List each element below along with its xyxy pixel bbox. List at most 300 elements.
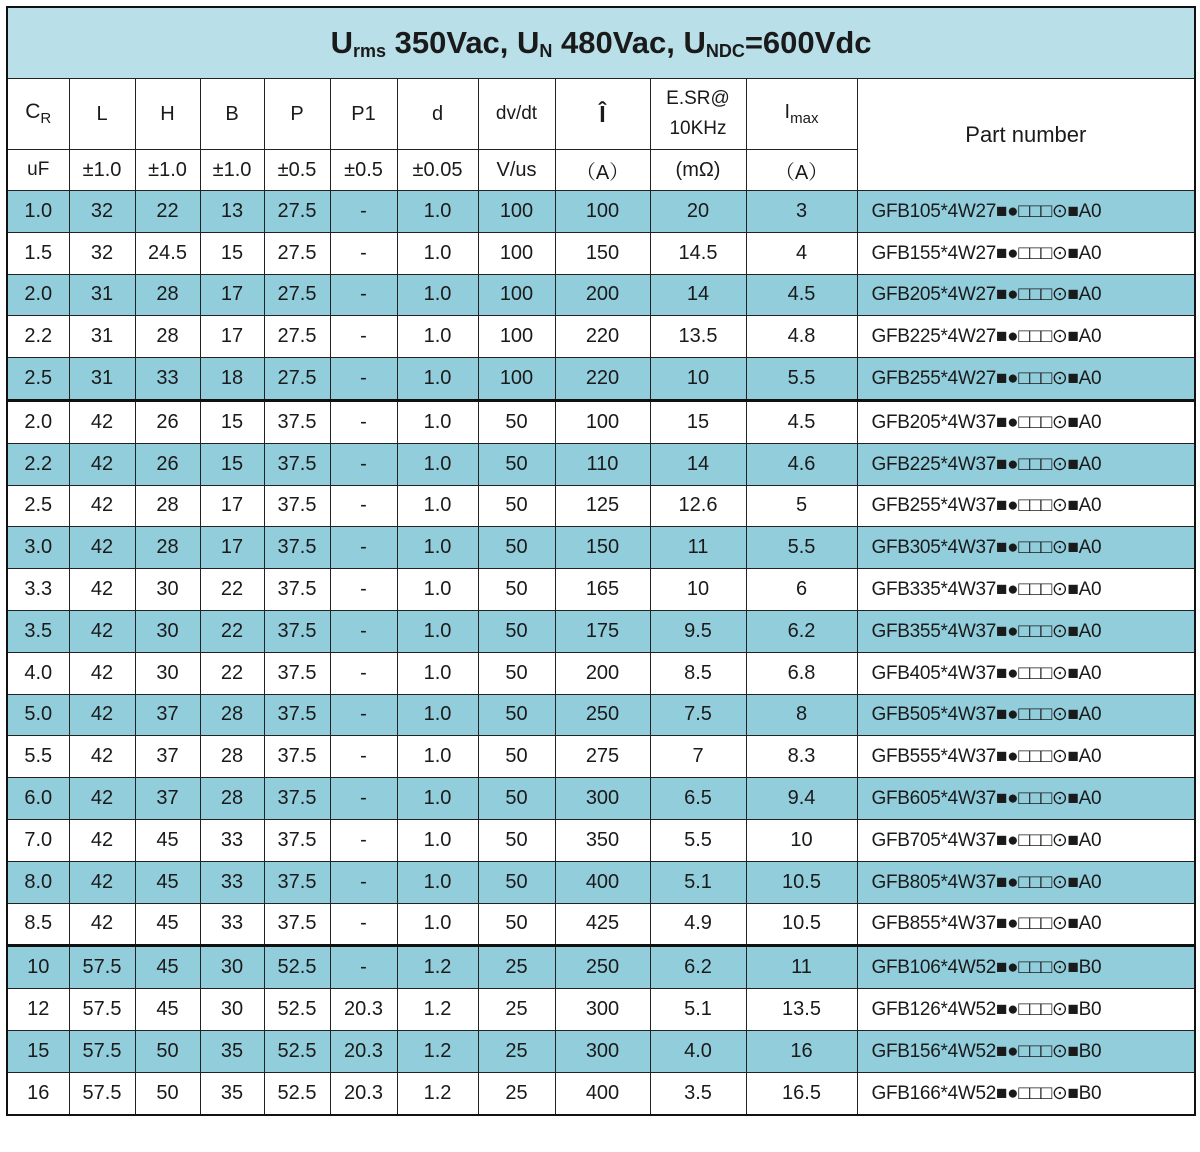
cell-dvdt: 50: [478, 861, 555, 903]
cell-part-number: GFB255*4W27■●□□□⊙■A0: [857, 358, 1195, 401]
cell-b: 13: [200, 191, 264, 233]
cell-esr: 14: [650, 443, 746, 485]
cell-cr: 3.0: [7, 527, 69, 569]
cell-cr: 12: [7, 989, 69, 1031]
cell-l: 42: [69, 819, 135, 861]
header-ihat: Î: [555, 79, 650, 150]
cell-part-number: GFB205*4W27■●□□□⊙■A0: [857, 274, 1195, 316]
cell-ihat: 150: [555, 232, 650, 274]
unit-ihat: （A）: [555, 150, 650, 191]
cell-ihat: 175: [555, 610, 650, 652]
cell-b: 15: [200, 232, 264, 274]
cell-esr: 12.6: [650, 485, 746, 527]
cell-imax: 10.5: [746, 903, 857, 946]
cell-d: 1.0: [397, 191, 478, 233]
cell-part-number: GFB405*4W37■●□□□⊙■A0: [857, 652, 1195, 694]
cell-imax: 5: [746, 485, 857, 527]
cell-l: 32: [69, 232, 135, 274]
cell-esr: 6.5: [650, 778, 746, 820]
cell-p: 37.5: [264, 485, 330, 527]
cell-esr: 14.5: [650, 232, 746, 274]
cell-esr: 5.5: [650, 819, 746, 861]
cell-h: 37: [135, 694, 200, 736]
table-row: [7, 652, 1195, 694]
cell-esr: 9.5: [650, 610, 746, 652]
cell-dvdt: 25: [478, 1072, 555, 1114]
table-row: [7, 778, 1195, 820]
cell-dvdt: 50: [478, 903, 555, 946]
unit-dvdt: V/us: [478, 150, 555, 191]
table-row: [7, 861, 1195, 903]
cell-cr: 7.0: [7, 819, 69, 861]
cell-cr: 5.5: [7, 736, 69, 778]
cell-b: 17: [200, 485, 264, 527]
cell-b: 30: [200, 989, 264, 1031]
cell-dvdt: 50: [478, 443, 555, 485]
cell-part-number: GFB255*4W37■●□□□⊙■A0: [857, 485, 1195, 527]
cell-p1: -: [330, 358, 397, 401]
cell-h: 45: [135, 946, 200, 989]
cell-p1: -: [330, 819, 397, 861]
cell-l: 31: [69, 316, 135, 358]
cell-b: 17: [200, 527, 264, 569]
cell-p1: -: [330, 652, 397, 694]
cell-d: 1.0: [397, 569, 478, 611]
cell-cr: 1.0: [7, 191, 69, 233]
spec-table-container: [6, 6, 1194, 1146]
header-b: B: [200, 79, 264, 150]
cell-part-number: GFB605*4W37■●□□□⊙■A0: [857, 778, 1195, 820]
cell-part-number: GFB156*4W52■●□□□⊙■B0: [857, 1030, 1195, 1072]
cell-dvdt: 100: [478, 358, 555, 401]
cell-p: 37.5: [264, 903, 330, 946]
cell-ihat: 300: [555, 1030, 650, 1072]
cell-esr: 4.0: [650, 1030, 746, 1072]
header-d: d: [397, 79, 478, 150]
header-l: L: [69, 79, 135, 150]
cell-p1: 20.3: [330, 1072, 397, 1114]
cell-cr: 16: [7, 1072, 69, 1114]
cell-d: 1.0: [397, 861, 478, 903]
cell-part-number: GFB855*4W37■●□□□⊙■A0: [857, 903, 1195, 946]
cell-imax: 8: [746, 694, 857, 736]
cell-l: 42: [69, 527, 135, 569]
cell-part-number: GFB505*4W37■●□□□⊙■A0: [857, 694, 1195, 736]
cell-l: 42: [69, 610, 135, 652]
table-row: [7, 527, 1195, 569]
header-imax: $I_{max}$: [746, 79, 857, 150]
cell-dvdt: 50: [478, 400, 555, 443]
cell-part-number: GFB335*4W37■●□□□⊙■A0: [857, 569, 1195, 611]
cell-esr: 5.1: [650, 989, 746, 1031]
cell-l: 31: [69, 358, 135, 401]
cell-part-number: GFB205*4W37■●□□□⊙■A0: [857, 400, 1195, 443]
cell-p1: -: [330, 861, 397, 903]
cell-l: 31: [69, 274, 135, 316]
cell-esr: 6.2: [650, 946, 746, 989]
cell-ihat: 150: [555, 527, 650, 569]
cell-dvdt: 50: [478, 569, 555, 611]
cell-ihat: 250: [555, 694, 650, 736]
cell-imax: 10.5: [746, 861, 857, 903]
cell-imax: 11: [746, 946, 857, 989]
cell-l: 42: [69, 694, 135, 736]
cell-h: 28: [135, 316, 200, 358]
cell-h: 28: [135, 485, 200, 527]
cell-h: 22: [135, 191, 200, 233]
cell-cr: 4.0: [7, 652, 69, 694]
cell-ihat: 300: [555, 989, 650, 1031]
cell-part-number: GFB225*4W27■●□□□⊙■A0: [857, 316, 1195, 358]
cell-imax: 4: [746, 232, 857, 274]
cell-dvdt: 25: [478, 946, 555, 989]
cell-cr: 3.5: [7, 610, 69, 652]
cell-cr: 2.5: [7, 358, 69, 401]
unit-esr: (mΩ): [650, 150, 746, 191]
cell-h: 50: [135, 1030, 200, 1072]
cell-part-number: GFB225*4W37■●□□□⊙■A0: [857, 443, 1195, 485]
header-p: P: [264, 79, 330, 150]
cell-p: 27.5: [264, 191, 330, 233]
unit-d: ±0.05: [397, 150, 478, 191]
cell-ihat: 220: [555, 358, 650, 401]
cell-h: 26: [135, 443, 200, 485]
table-row: [7, 191, 1195, 233]
cell-d: 1.0: [397, 903, 478, 946]
cell-ihat: 275: [555, 736, 650, 778]
cell-l: 57.5: [69, 946, 135, 989]
cell-ihat: 100: [555, 400, 650, 443]
cell-l: 42: [69, 778, 135, 820]
cell-ihat: 425: [555, 903, 650, 946]
cell-b: 15: [200, 443, 264, 485]
cell-esr: 15: [650, 400, 746, 443]
cell-esr: 3.5: [650, 1072, 746, 1114]
cell-l: 42: [69, 903, 135, 946]
cell-dvdt: 25: [478, 1030, 555, 1072]
header-cr: $C_R$: [7, 79, 69, 150]
table-title: $U_{rms}$ 350Vac, $U_N$ 480Vac, $U_{NDC}=600Vdc$: [7, 7, 1195, 79]
cell-dvdt: 100: [478, 191, 555, 233]
cell-d: 1.2: [397, 1072, 478, 1114]
cell-h: 50: [135, 1072, 200, 1114]
cell-dvdt: 50: [478, 527, 555, 569]
cell-d: 1.2: [397, 1030, 478, 1072]
cell-d: 1.0: [397, 819, 478, 861]
unit-p: ±0.5: [264, 150, 330, 191]
cell-h: 26: [135, 400, 200, 443]
cell-imax: 5.5: [746, 358, 857, 401]
cell-p: 37.5: [264, 400, 330, 443]
cell-p1: -: [330, 232, 397, 274]
cell-imax: 6.8: [746, 652, 857, 694]
cell-h: 30: [135, 652, 200, 694]
cell-p: 27.5: [264, 358, 330, 401]
cell-b: 35: [200, 1072, 264, 1114]
cell-dvdt: 100: [478, 232, 555, 274]
unit-l: ±1.0: [69, 150, 135, 191]
table-row: [7, 569, 1195, 611]
cell-p1: 20.3: [330, 989, 397, 1031]
cell-d: 1.0: [397, 358, 478, 401]
cell-h: 33: [135, 358, 200, 401]
cell-cr: 2.0: [7, 400, 69, 443]
cell-esr: 10: [650, 569, 746, 611]
cell-part-number: GFB105*4W27■●□□□⊙■A0: [857, 191, 1195, 233]
cell-imax: 9.4: [746, 778, 857, 820]
cell-b: 35: [200, 1030, 264, 1072]
table-row: [7, 819, 1195, 861]
cell-p1: -: [330, 443, 397, 485]
cell-imax: 6: [746, 569, 857, 611]
cell-esr: 7: [650, 736, 746, 778]
cell-d: 1.0: [397, 527, 478, 569]
cell-h: 30: [135, 610, 200, 652]
capacitor-spec-table: [6, 6, 1196, 1116]
cell-l: 32: [69, 191, 135, 233]
cell-cr: 5.0: [7, 694, 69, 736]
cell-p: 37.5: [264, 861, 330, 903]
cell-d: 1.2: [397, 946, 478, 989]
cell-ihat: 110: [555, 443, 650, 485]
cell-b: 30: [200, 946, 264, 989]
cell-p1: -: [330, 569, 397, 611]
cell-ihat: 125: [555, 485, 650, 527]
header-h: H: [135, 79, 200, 150]
cell-p: 37.5: [264, 652, 330, 694]
cell-b: 22: [200, 569, 264, 611]
cell-imax: 16: [746, 1030, 857, 1072]
cell-d: 1.0: [397, 778, 478, 820]
cell-cr: 1.5: [7, 232, 69, 274]
cell-p: 52.5: [264, 989, 330, 1031]
cell-l: 42: [69, 400, 135, 443]
cell-imax: 10: [746, 819, 857, 861]
table-row: [7, 1030, 1195, 1072]
cell-p: 27.5: [264, 316, 330, 358]
table-row: [7, 694, 1195, 736]
cell-esr: 8.5: [650, 652, 746, 694]
cell-p: 37.5: [264, 569, 330, 611]
cell-cr: 3.3: [7, 569, 69, 611]
unit-imax: （A）: [746, 150, 857, 191]
cell-l: 42: [69, 485, 135, 527]
cell-h: 45: [135, 861, 200, 903]
cell-l: 42: [69, 736, 135, 778]
cell-cr: 6.0: [7, 778, 69, 820]
cell-esr: 5.1: [650, 861, 746, 903]
cell-cr: 2.2: [7, 316, 69, 358]
cell-ihat: 220: [555, 316, 650, 358]
cell-part-number: GFB805*4W37■●□□□⊙■A0: [857, 861, 1195, 903]
cell-l: 42: [69, 569, 135, 611]
cell-imax: 4.8: [746, 316, 857, 358]
cell-l: 57.5: [69, 1030, 135, 1072]
cell-l: 42: [69, 652, 135, 694]
cell-imax: 4.6: [746, 443, 857, 485]
cell-p1: -: [330, 191, 397, 233]
cell-part-number: GFB555*4W37■●□□□⊙■A0: [857, 736, 1195, 778]
cell-d: 1.0: [397, 736, 478, 778]
cell-d: 1.0: [397, 443, 478, 485]
cell-d: 1.0: [397, 485, 478, 527]
cell-h: 28: [135, 274, 200, 316]
unit-h: ±1.0: [135, 150, 200, 191]
cell-b: 17: [200, 274, 264, 316]
cell-b: 28: [200, 736, 264, 778]
cell-p1: -: [330, 527, 397, 569]
cell-cr: 2.2: [7, 443, 69, 485]
cell-b: 33: [200, 903, 264, 946]
cell-b: 22: [200, 610, 264, 652]
table-row: [7, 903, 1195, 946]
cell-p1: -: [330, 778, 397, 820]
header-part-number: Part number: [857, 79, 1195, 191]
cell-cr: 10: [7, 946, 69, 989]
table-row: [7, 946, 1195, 989]
cell-d: 1.2: [397, 989, 478, 1031]
cell-imax: 13.5: [746, 989, 857, 1031]
cell-dvdt: 50: [478, 819, 555, 861]
cell-ihat: 400: [555, 861, 650, 903]
cell-l: 57.5: [69, 1072, 135, 1114]
cell-part-number: GFB305*4W37■●□□□⊙■A0: [857, 527, 1195, 569]
unit-cr: uF: [7, 150, 69, 191]
cell-l: 42: [69, 861, 135, 903]
cell-part-number: GFB166*4W52■●□□□⊙■B0: [857, 1072, 1195, 1114]
cell-b: 15: [200, 400, 264, 443]
table-row: [7, 358, 1195, 401]
cell-p: 37.5: [264, 694, 330, 736]
cell-p: 52.5: [264, 946, 330, 989]
cell-d: 1.0: [397, 232, 478, 274]
cell-d: 1.0: [397, 694, 478, 736]
cell-p: 27.5: [264, 274, 330, 316]
cell-p1: -: [330, 946, 397, 989]
cell-p: 37.5: [264, 736, 330, 778]
header-dvdt: dv/dt: [478, 79, 555, 150]
cell-esr: 11: [650, 527, 746, 569]
cell-dvdt: 50: [478, 736, 555, 778]
cell-d: 1.0: [397, 610, 478, 652]
cell-h: 37: [135, 778, 200, 820]
cell-cr: 8.0: [7, 861, 69, 903]
cell-h: 37: [135, 736, 200, 778]
cell-p1: 20.3: [330, 1030, 397, 1072]
cell-imax: 5.5: [746, 527, 857, 569]
cell-d: 1.0: [397, 400, 478, 443]
table-row: [7, 232, 1195, 274]
cell-l: 57.5: [69, 989, 135, 1031]
table-row: [7, 274, 1195, 316]
cell-d: 1.0: [397, 652, 478, 694]
cell-ihat: 400: [555, 1072, 650, 1114]
table-row: [7, 736, 1195, 778]
cell-b: 22: [200, 652, 264, 694]
table-row: [7, 1072, 1195, 1114]
cell-p: 52.5: [264, 1072, 330, 1114]
cell-imax: 4.5: [746, 274, 857, 316]
table-body: [7, 191, 1195, 1115]
cell-p1: -: [330, 610, 397, 652]
table-row: [7, 610, 1195, 652]
unit-b: ±1.0: [200, 150, 264, 191]
cell-p: 52.5: [264, 1030, 330, 1072]
cell-esr: 20: [650, 191, 746, 233]
cell-esr: 7.5: [650, 694, 746, 736]
cell-cr: 8.5: [7, 903, 69, 946]
cell-p: 37.5: [264, 610, 330, 652]
cell-b: 33: [200, 861, 264, 903]
cell-p1: -: [330, 400, 397, 443]
cell-d: 1.0: [397, 316, 478, 358]
cell-h: 45: [135, 903, 200, 946]
cell-b: 18: [200, 358, 264, 401]
cell-ihat: 350: [555, 819, 650, 861]
cell-ihat: 165: [555, 569, 650, 611]
cell-ihat: 250: [555, 946, 650, 989]
cell-p: 37.5: [264, 778, 330, 820]
cell-ihat: 200: [555, 274, 650, 316]
cell-imax: 3: [746, 191, 857, 233]
cell-dvdt: 50: [478, 610, 555, 652]
cell-cr: 15: [7, 1030, 69, 1072]
cell-esr: 10: [650, 358, 746, 401]
cell-imax: 6.2: [746, 610, 857, 652]
cell-p1: -: [330, 903, 397, 946]
cell-h: 30: [135, 569, 200, 611]
cell-part-number: GFB106*4W52■●□□□⊙■B0: [857, 946, 1195, 989]
cell-p: 27.5: [264, 232, 330, 274]
cell-dvdt: 50: [478, 778, 555, 820]
cell-dvdt: 25: [478, 989, 555, 1031]
table-row: [7, 443, 1195, 485]
header-esr: E.SR@ 10KHz: [650, 79, 746, 150]
cell-part-number: GFB705*4W37■●□□□⊙■A0: [857, 819, 1195, 861]
cell-ihat: 300: [555, 778, 650, 820]
header-p1: P1: [330, 79, 397, 150]
unit-p1: ±0.5: [330, 150, 397, 191]
table-row: [7, 989, 1195, 1031]
cell-p: 37.5: [264, 819, 330, 861]
cell-dvdt: 50: [478, 485, 555, 527]
cell-dvdt: 50: [478, 694, 555, 736]
cell-ihat: 200: [555, 652, 650, 694]
cell-esr: 14: [650, 274, 746, 316]
cell-h: 45: [135, 819, 200, 861]
cell-imax: 16.5: [746, 1072, 857, 1114]
cell-esr: 4.9: [650, 903, 746, 946]
cell-l: 42: [69, 443, 135, 485]
cell-part-number: GFB355*4W37■●□□□⊙■A0: [857, 610, 1195, 652]
cell-b: 17: [200, 316, 264, 358]
cell-p: 37.5: [264, 527, 330, 569]
table-row: [7, 485, 1195, 527]
cell-imax: 8.3: [746, 736, 857, 778]
cell-dvdt: 100: [478, 316, 555, 358]
table-row: [7, 400, 1195, 443]
table-row: [7, 316, 1195, 358]
cell-p: 37.5: [264, 443, 330, 485]
cell-part-number: GFB126*4W52■●□□□⊙■B0: [857, 989, 1195, 1031]
cell-dvdt: 50: [478, 652, 555, 694]
cell-ihat: 100: [555, 191, 650, 233]
cell-d: 1.0: [397, 274, 478, 316]
cell-b: 28: [200, 694, 264, 736]
cell-cr: 2.5: [7, 485, 69, 527]
cell-h: 24.5: [135, 232, 200, 274]
cell-imax: 4.5: [746, 400, 857, 443]
